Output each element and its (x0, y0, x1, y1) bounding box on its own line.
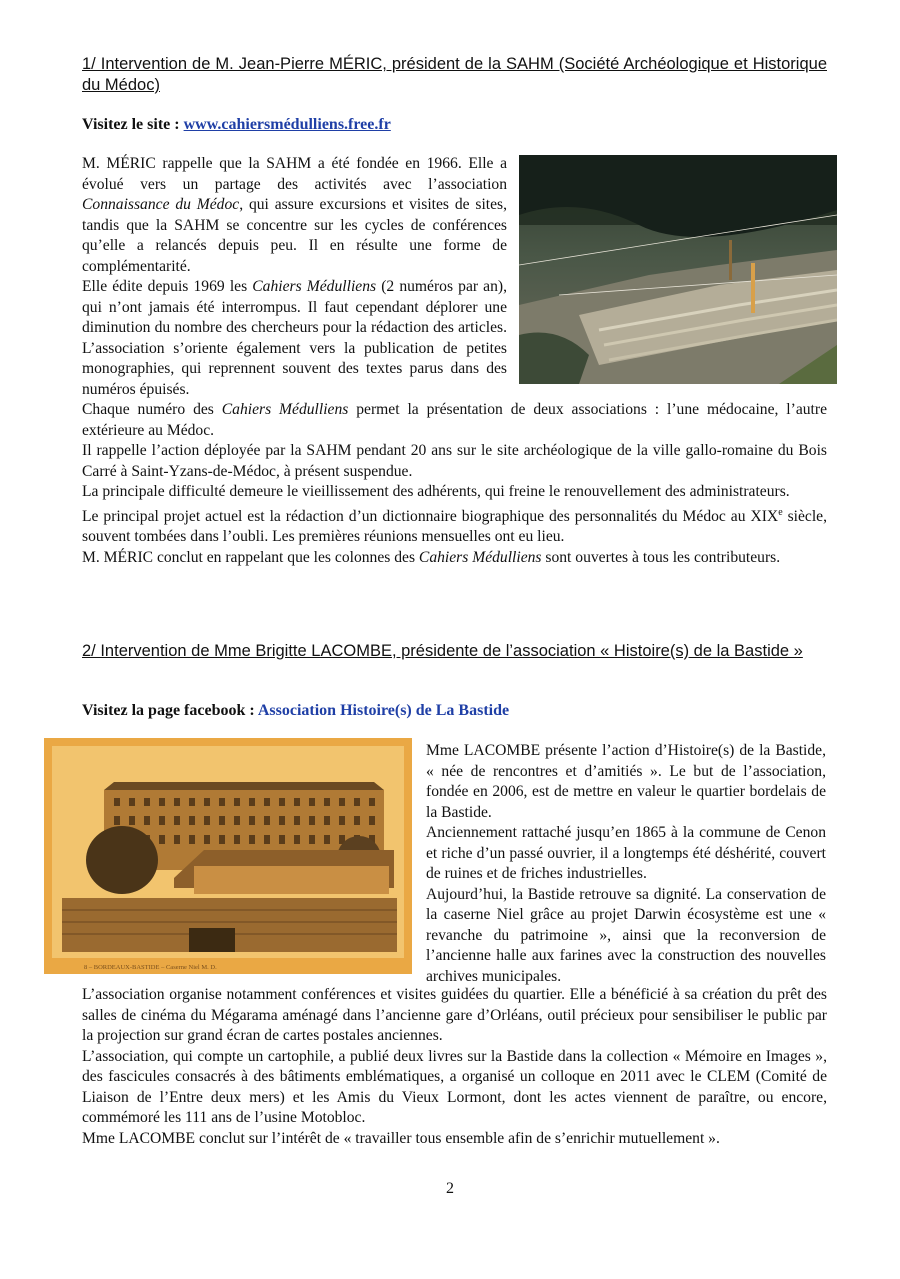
section-2-visit-line (82, 702, 509, 720)
paragraph: Elle édite depuis 1969 les Cahiers Médulliens (2 numéros par an), qui n’ont jamais été interrompus. Il faut cependant déplorer une diminution du nombre des chercheurs pour la rédaction des articles. L’association s’oriente également vers la publication de petites monographies, qui reprennent souvent des textes parus dans des numéros épuisés. (82, 278, 507, 398)
section-1-visit-label: Visitez le site : (82, 116, 180, 133)
section-1-full-text (82, 400, 827, 568)
paragraph: Mme LACOMBE conclut sur l’intérêt de « travailler tous ensemble afin de s’enrichir mutuellement ». (82, 1129, 720, 1147)
section-1-heading: 1/ Intervention de M. Jean-Pierre MÉRIC, président de la SAHM (Société Archéologique et Historique du Médoc) (82, 55, 827, 94)
paragraph: Mme LACOMBE présente l’action d’Histoire(s) de la Bastide, « née de rencontres et d’amitiés ». Le but de l’association, fondée en 2006, est de mettre en valeur le quartier bordelais de la Bastide. (426, 742, 826, 821)
facebook-page-link[interactable]: Association Histoire(s) de La Bastide (257, 702, 510, 719)
paragraph: Le principal projet actuel est la rédaction d’un dictionnaire biographique des personnalités du Médoc au XIXe siècle, souvent tombées dans l’oubli. Les premières réunions mensuelles ont eu lieu. (82, 506, 827, 546)
postcard-caserne-niel (44, 738, 412, 974)
paragraph: M. MÉRIC rappelle que la SAHM a été fondée en 1966. Elle a évolué vers un partage des activités avec l’association Connaissance du Médoc, qui assure excursions et visites de sites, tandis que la SAHM se concentre sur les cycles de conférences qu’elle a relancés depuis peu. Il en résulte une forme de complémentarité. (82, 155, 507, 275)
paragraph: Il rappelle l’action déployée par la SAHM pendant 20 ans sur le site archéologique de la ville gallo-romaine du Bois Carré à Saint-Yzans-de-Médoc, à présent suspendue. (82, 442, 827, 480)
paragraph: Anciennement rattaché jusqu’en 1865 à la commune de Cenon et riche d’un passé ouvrier, il a longtemps été déshérité, couvert de ruines et de friches industrielles. (426, 824, 826, 882)
page-number: 2 (446, 1180, 454, 1197)
archaeological-site-illustration (519, 155, 837, 384)
cahiers-medulliens-website-link[interactable]: www.cahiersmédulliens.free.fr (183, 116, 391, 133)
paragraph: L’association, qui compte un cartophile, a publié deux livres sur la Bastide dans la collection « Mémoire en Images », des fascicules consacrés à des bâtiments emblématiques, a organisé un colloque en 2011 avec le CLEM (Comité de Liaison de l’Entre deux mers) et les Amis du Vieux Lormont, dont les actes viennent de paraître, ou encore, commémoré les 111 ans de l’usine Motobloc. (82, 1047, 827, 1126)
paragraph: L’association organise notamment conférences et visites guidées du quartier. Elle a bénéficié à sa création du prêt des salles de cinéma du Mégarama aménagé dans l’ancienne gare d’Orléans, outil précieux pour sensibiliser le public par la projection sur grand écran de cartes postales anciennes. (82, 986, 827, 1044)
paragraph: M. MÉRIC conclut en rappelant que les colonnes des Cahiers Médulliens sont ouvertes à tous les contributeurs. (82, 548, 781, 566)
section-2-visit-label: Visitez la page facebook : (82, 702, 255, 719)
section-2-heading: 2/ Intervention de Mme Brigitte LACOMBE, présidente de l’association « Histoire(s) de la Bastide » (82, 642, 803, 660)
archaeological-site-photo (519, 155, 837, 384)
paragraph: La principale difficulté demeure le vieillissement des adhérents, qui freine le renouvellement des administrateurs. (82, 483, 790, 500)
paragraph: Aujourd’hui, la Bastide retrouve sa dignité. La conservation de la caserne Niel grâce au projet Darwin écosystème est une « revanche du patrimoine », ainsi que la reconversion de l’ancienne halle aux farines avec la construction des nouvelles archives municipales. (426, 885, 826, 985)
section-1-visit-line (82, 116, 391, 134)
postcard-caption: 8 – BORDEAUX-BASTIDE – Caserne Niel M. D. (84, 964, 217, 971)
section-1-wrapped-text (82, 154, 507, 400)
section-2-wrapped-text (426, 741, 826, 987)
section-2-full-text (82, 985, 827, 1149)
caserne-niel-illustration (44, 738, 412, 974)
paragraph: Chaque numéro des Cahiers Médulliens permet la présentation de deux associations : l’une médocaine, l’autre extérieure au Médoc. (82, 401, 827, 439)
